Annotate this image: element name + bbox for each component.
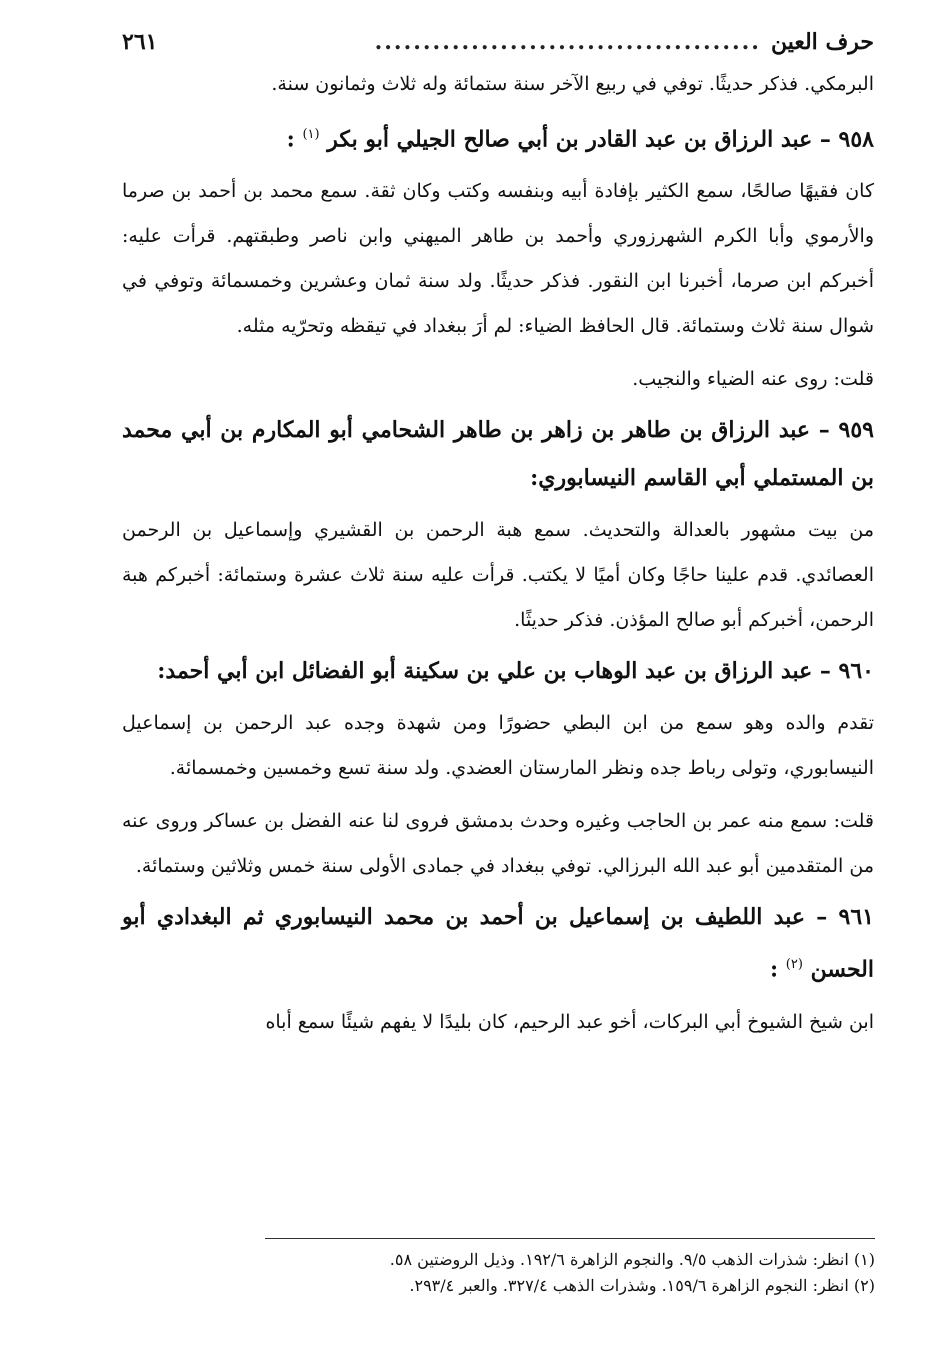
entry-960 [122, 647, 874, 889]
footnote-ref[interactable]: (١) [302, 127, 320, 142]
entry-heading-text: ٩٥٨ – عبد الرزاق بن عبد القادر بن أبي صالح الجيلي أبو بكر [327, 126, 874, 153]
entry-title: ٩٦٠ – عبد الرزاق بن عبد الوهاب بن علي بن سكينة أبو الفضائل ابن أبي أحمد: [157, 658, 874, 685]
entry-961 [122, 893, 874, 1044]
entry-paragraph: كان فقيهًا صالحًا، سمع الكثير بإفادة أبيه وبنفسه وكتب وكان ثقة. سمع محمد بن أحمد بن صرما والأرموي وأبا الكرم الشهرزوري وأحمد بن طاهر الميهني وابن ناصر وطبقتهم. قرأت عليه: أخبركم ابن صرما، أخبرنا ابن النقور. فذكر حديثًا. ولد سنة ثمان وعشرين وخمسمائة وتوفي في شوال سنة ثلاث وستمائة. قال الحافظ الضياء: لم أرَ ببغداد في تيقظه وتحرّيه مثله. [122, 180, 874, 338]
running-header [122, 22, 874, 62]
entry-paragraph: ابن شيخ الشيوخ أبي البركات، أخو عبد الرحيم، كان بليدًا لا يفهم شيئًا سمع أباه [265, 1010, 874, 1033]
footnote-ref[interactable]: (٢) [785, 957, 803, 973]
entry-paragraph: من بيت مشهور بالعدالة والتحديث. سمع هبة الرحمن بن القشيري وإسماعيل بن الرحمن العصائدي. قدم علينا حاجًا وكان أميًا لا يكتب. قرأت عليه سنة ثلاث عشرة وستمائة: أخبركم هبة الرحمن، أخبركم أبو صالح المؤذن. فذكر حديثًا. [122, 519, 874, 632]
entry-paragraph: قلت: روى عنه الضياء والنجيب. [632, 368, 874, 391]
chapter-title: حرف العين [770, 29, 874, 55]
footnote: (٢) انظر: النجوم الزاهرة ١٥٩/٦. وشذرات الذهب ٣٢٧/٤. والعبر ٢٩٣/٤. [409, 1276, 875, 1295]
entry-title: ٩٥٩ – عبد الرزاق بن طاهر بن زاهر بن طاهر الشحامي أبو المكارم بن أبي محمد بن المستملي أبي القاسم النيسابوري: [122, 417, 874, 492]
entry-title [122, 893, 874, 993]
entry-heading-suffix: : [286, 126, 295, 153]
intro-line: البرمكي. فذكر حديثًا. توفي في ربيع الآخر سنة ستمائة وله ثلاث وثمانون سنة. [271, 73, 874, 95]
entry-heading-text: ٩٦١ – عبد اللطيف بن إسماعيل بن أحمد بن محمد النيسابوري ثم البغدادي أبو الحسن [122, 904, 874, 983]
entry-959 [122, 406, 874, 643]
entry-paragraph: قلت: سمع منه عمر بن الحاجب وغيره وحدث بدمشق فروى لنا عنه الفضل بن عساكر وروى عنه من المتقدمين أبو عبد الله البرزالي. توفي ببغداد في جمادى الأولى سنة خمس وثلاثين وستمائة. [122, 810, 874, 878]
entry-heading-suffix: : [770, 956, 779, 983]
footnote: (١) انظر: شذرات الذهب ٩/٥. والنجوم الزاهرة ١٩٢/٦. وذيل الروضتين ٥٨. [389, 1250, 875, 1269]
entry-paragraph: تقدم والده وهو سمع من ابن البطي حضورًا ومن شهدة وجده عبد الرحمن بن إسماعيل النيسابوري، وتولى رباط جده ونظر المارستان العضدي. ولد سنة تسع وخمسين وخمسمائة. [122, 712, 874, 780]
header-leader-dots: ........................................ [374, 29, 761, 55]
entry-958 [122, 111, 874, 402]
footnotes [265, 1238, 875, 1299]
page-number: ٢٦١ [122, 29, 158, 55]
entry-title [122, 111, 874, 163]
page-content [122, 22, 874, 1045]
